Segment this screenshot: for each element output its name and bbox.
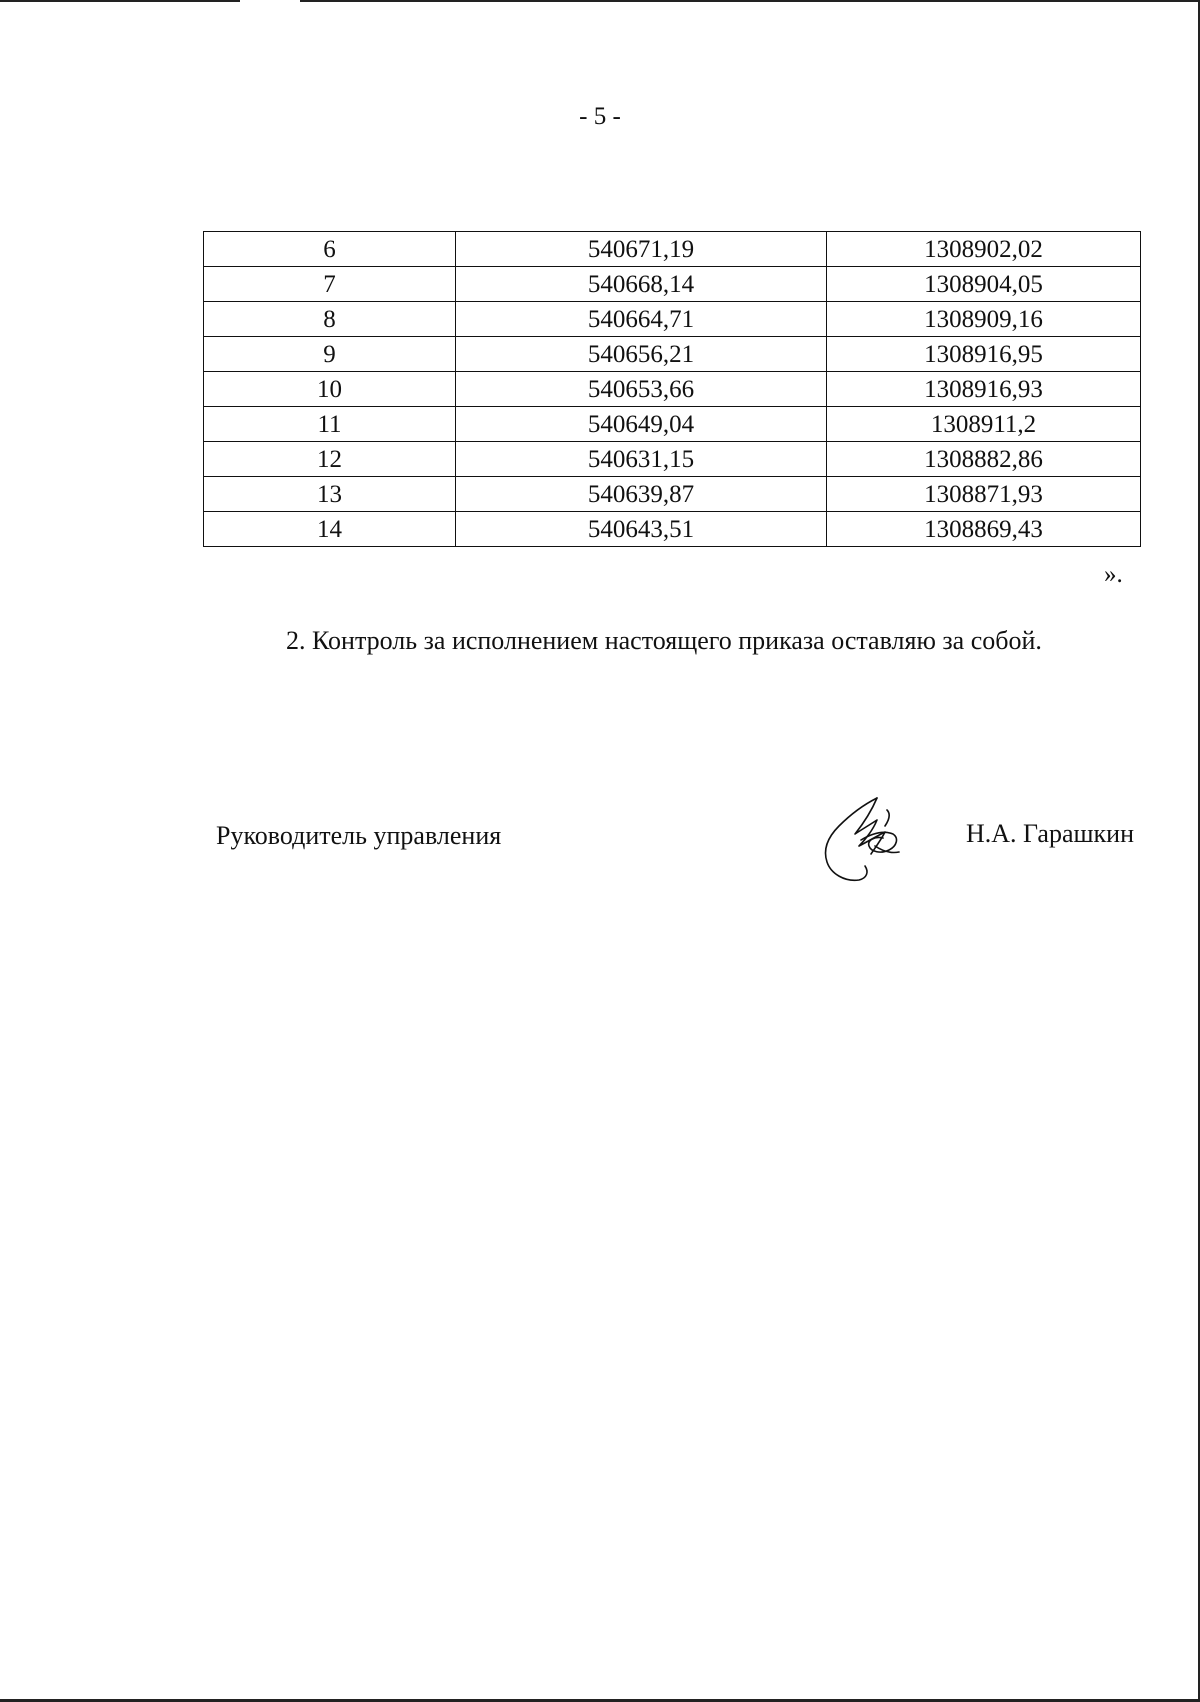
x-coordinate-cell: 540668,14 bbox=[456, 267, 827, 302]
y-coordinate-cell: 1308904,05 bbox=[827, 267, 1141, 302]
x-coordinate-cell: 540643,51 bbox=[456, 512, 827, 547]
y-coordinate-cell: 1308869,43 bbox=[827, 512, 1141, 547]
paragraph-2: 2. Контроль за исполнением настоящего приказа оставляю за собой. bbox=[286, 626, 1042, 655]
x-coordinate-cell: 540649,04 bbox=[456, 407, 827, 442]
table-row bbox=[204, 512, 1141, 547]
y-coordinate-cell: 1308916,93 bbox=[827, 372, 1141, 407]
scan-edge-top bbox=[300, 0, 1200, 2]
x-coordinate-cell: 540671,19 bbox=[456, 232, 827, 267]
table-row bbox=[204, 407, 1141, 442]
y-coordinate-cell: 1308911,2 bbox=[827, 407, 1141, 442]
point-number-cell: 10 bbox=[204, 372, 456, 407]
point-number-cell: 13 bbox=[204, 477, 456, 512]
table-row bbox=[204, 337, 1141, 372]
point-number-cell: 6 bbox=[204, 232, 456, 267]
x-coordinate-cell: 540664,71 bbox=[456, 302, 827, 337]
x-coordinate-cell: 540653,66 bbox=[456, 372, 827, 407]
signer-title: Руководитель управления bbox=[216, 821, 502, 850]
point-number-cell: 9 bbox=[204, 337, 456, 372]
point-number-cell: 8 bbox=[204, 302, 456, 337]
handwritten-signature bbox=[815, 790, 915, 890]
page-number: - 5 - bbox=[579, 103, 621, 130]
table-row bbox=[204, 267, 1141, 302]
point-number-cell: 12 bbox=[204, 442, 456, 477]
y-coordinate-cell: 1308871,93 bbox=[827, 477, 1141, 512]
x-coordinate-cell: 540639,87 bbox=[456, 477, 827, 512]
x-coordinate-cell: 540656,21 bbox=[456, 337, 827, 372]
point-number-cell: 7 bbox=[204, 267, 456, 302]
x-coordinate-cell: 540631,15 bbox=[456, 442, 827, 477]
y-coordinate-cell: 1308916,95 bbox=[827, 337, 1141, 372]
table-row bbox=[204, 442, 1141, 477]
point-number-cell: 14 bbox=[204, 512, 456, 547]
table-row bbox=[204, 302, 1141, 337]
closing-quote: ». bbox=[1104, 561, 1123, 588]
signer-name: Н.А. Гарашкин bbox=[966, 819, 1134, 848]
table-row bbox=[204, 232, 1141, 267]
y-coordinate-cell: 1308902,02 bbox=[827, 232, 1141, 267]
table-row bbox=[204, 477, 1141, 512]
table-row bbox=[204, 372, 1141, 407]
coordinates-table bbox=[203, 231, 1141, 547]
point-number-cell: 11 bbox=[204, 407, 456, 442]
y-coordinate-cell: 1308909,16 bbox=[827, 302, 1141, 337]
y-coordinate-cell: 1308882,86 bbox=[827, 442, 1141, 477]
scan-edge-top-left bbox=[0, 0, 240, 2]
